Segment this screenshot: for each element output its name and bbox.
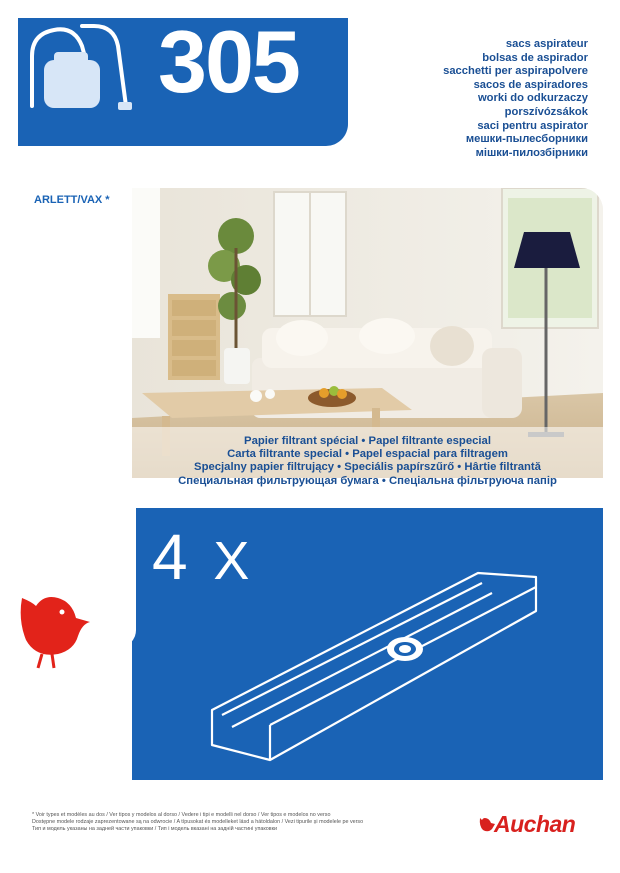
caption-line-4: Специальная фильтрующая бумага • Спеціальна фільтруюча папір <box>178 474 557 487</box>
bag-name-ro: saci pentru aspirator <box>477 119 588 132</box>
bag-name-pt: sacos de aspiradores <box>473 78 588 91</box>
footer-line-3: Тип и модель указаны на задней части упаковки / Тип і модель вказані на задній частині упаковки <box>32 826 278 833</box>
panel-notch <box>118 508 136 648</box>
caption-line-1: Papier filtrant spécial • Papel filtrante especial <box>244 435 491 447</box>
bag-name-list <box>358 38 588 160</box>
bag-name-hu: porszívózsákok <box>504 105 588 118</box>
filter-paper-caption <box>132 427 603 509</box>
caption-line-2: Carta filtrante special • Papel espacial para filtragem <box>227 448 508 461</box>
footer-note <box>32 812 432 834</box>
model-number: 305 <box>158 12 299 111</box>
bag-name-uk: мішки-пилозбірники <box>475 146 588 159</box>
footer-line-2: Dostępne modele rodzaje zaprezentowane są na odwrocie / A típusokat és modelleket lásd a hátoldalon / Vezi tipurile și modelele pe verso <box>32 819 364 826</box>
footer-line-1: * Voir types et modèles au dos / Ver tipos y modelos al dorso / Vedere i tipi e modelli nel dorso / Ver tipos e modelos no verso <box>32 812 331 818</box>
bag-name-fr: sacs aspirateur <box>505 38 588 50</box>
vacuum-bag-icon <box>200 555 540 770</box>
compatibility-label: ARLETT/VAX * <box>34 194 110 206</box>
bag-count-x: X <box>213 531 254 591</box>
bag-name-it: sacchetti per aspirapolvere <box>443 65 588 78</box>
auchan-bird-icon <box>14 580 94 670</box>
caption-line-3: Specjalny papier filtrujący • Speciális papírszűrő • Hârtie filtrantă <box>194 461 541 474</box>
bag-name-pl: worki do odkurzaczy <box>477 92 588 105</box>
bag-count-number: 4 <box>152 521 192 593</box>
bag-name-ru: мешки-пылесборники <box>465 133 588 146</box>
vacuum-cleaner-icon <box>22 16 134 116</box>
bag-name-es: bolsas de aspirador <box>482 51 588 64</box>
auchan-logo: Auchan <box>494 811 576 837</box>
